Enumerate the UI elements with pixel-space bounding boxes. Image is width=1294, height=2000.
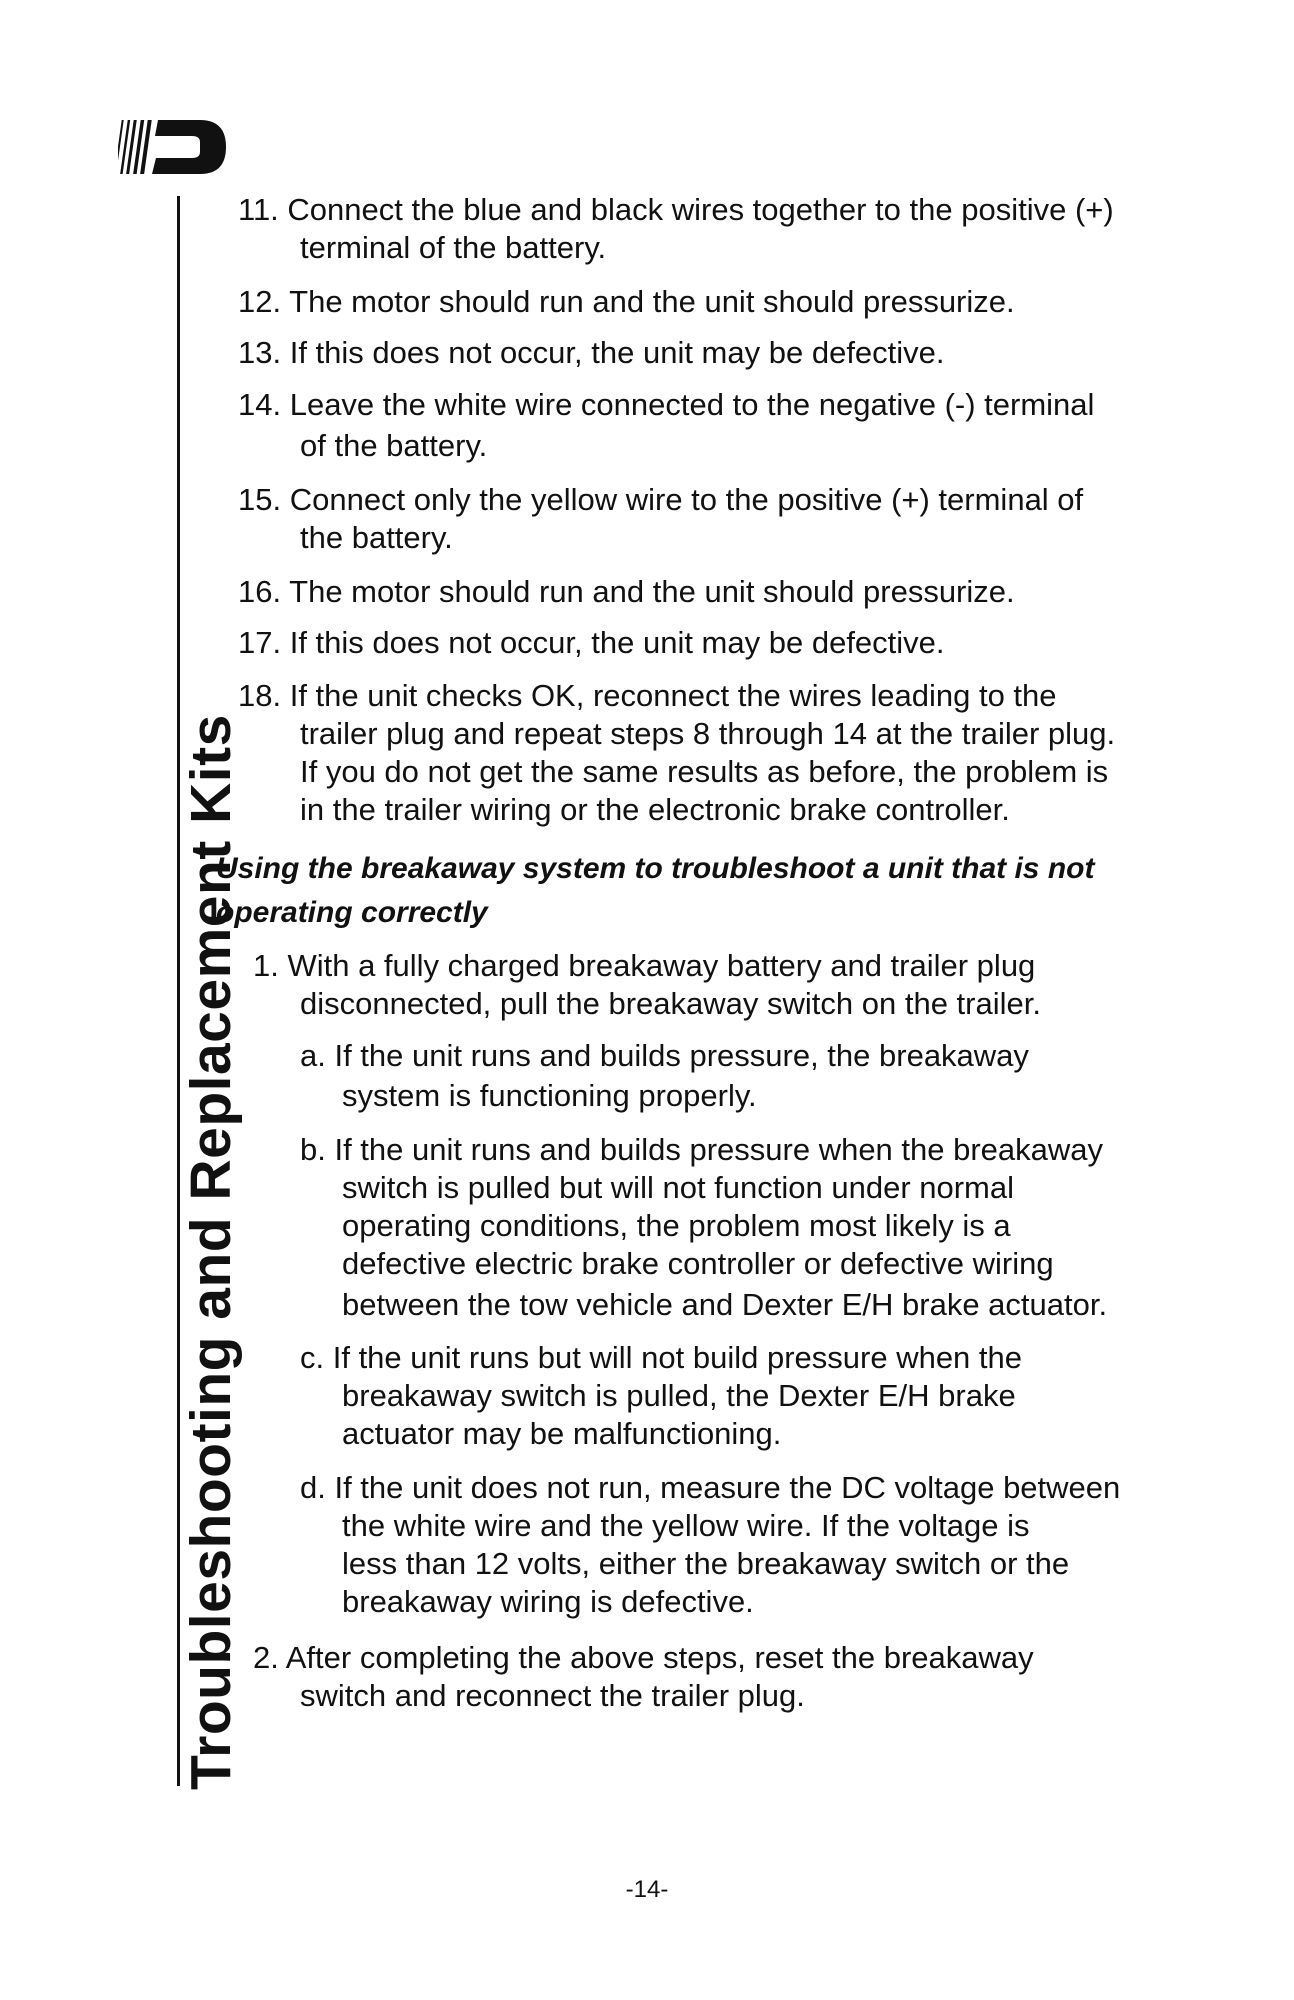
subitem-b-line-5: between the tow vehicle and Dexter E/H brake actuator.	[342, 1287, 1108, 1322]
section-heading-line-2: operating correctly	[216, 896, 488, 929]
step-18-line-2: trailer plug and repeat steps 8 through 14 at the trailer plug.	[300, 716, 1116, 751]
subitem-d-line-2: the white wire and the yellow wire. If the voltage is	[342, 1508, 1030, 1543]
subitem-b-line-2: switch is pulled but will not function under normal	[342, 1170, 1015, 1205]
item-1-line-1: 1. With a fully charged breakaway battery and trailer plug	[253, 948, 1036, 983]
page-number: -14-	[625, 1876, 669, 1903]
subitem-b-line-1: b. If the unit runs and builds pressure when the breakaway	[300, 1132, 1104, 1167]
step-14-line-2: of the battery.	[300, 428, 488, 463]
subitem-c-line-3: actuator may be malfunctioning.	[342, 1416, 782, 1451]
subitem-d-line-4: breakaway wiring is defective.	[342, 1584, 754, 1619]
subitem-a-line-2: system is functioning properly.	[342, 1078, 757, 1113]
subitem-a-line-1: a. If the unit runs and builds pressure, the breakaway	[300, 1038, 1029, 1073]
item-2-line-1: 2. After completing the above steps, reset the breakaway	[253, 1640, 1034, 1675]
subitem-b-line-3: operating conditions, the problem most likely is a	[342, 1208, 1011, 1243]
step-15-line-2: the battery.	[300, 520, 453, 555]
subitem-b-line-4: defective electric brake controller or defective wiring	[342, 1246, 1054, 1281]
sidebar-title: Troubleshooting and Replacement Kits	[179, 714, 243, 1790]
dexter-logo	[118, 118, 228, 176]
step-14-line-1: 14. Leave the white wire connected to the negative (-) terminal	[238, 387, 1095, 422]
step-17: 17. If this does not occur, the unit may be defective.	[238, 625, 945, 660]
step-15-line-1: 15. Connect only the yellow wire to the positive (+) terminal of	[238, 482, 1084, 517]
step-18-line-3: If you do not get the same results as before, the problem is	[300, 754, 1109, 789]
subitem-d-line-1: d. If the unit does not run, measure the DC voltage between	[300, 1470, 1121, 1505]
step-11-line-2: terminal of the battery.	[300, 230, 607, 265]
step-13: 13. If this does not occur, the unit may be defective.	[238, 335, 945, 370]
section-heading-line-1: Using the breakaway system to troubleshoot a unit that is not	[216, 852, 1095, 885]
step-11-line-1: 11. Connect the blue and black wires together to the positive (+)	[238, 192, 1114, 227]
step-18-line-4: in the trailer wiring or the electronic brake controller.	[300, 792, 1010, 827]
step-12: 12. The motor should run and the unit should pressurize.	[238, 284, 1015, 319]
subitem-c-line-2: breakaway switch is pulled, the Dexter E/H brake	[342, 1378, 1016, 1413]
subitem-d-line-3: less than 12 volts, either the breakaway switch or the	[342, 1546, 1070, 1581]
step-18-line-1: 18. If the unit checks OK, reconnect the wires leading to the	[238, 678, 1057, 713]
subitem-c-line-1: c. If the unit runs but will not build pressure when the	[300, 1340, 1023, 1375]
item-1-line-2: disconnected, pull the breakaway switch on the trailer.	[300, 986, 1041, 1021]
step-16: 16. The motor should run and the unit should pressurize.	[238, 574, 1015, 609]
item-2-line-2: switch and reconnect the trailer plug.	[300, 1678, 805, 1713]
